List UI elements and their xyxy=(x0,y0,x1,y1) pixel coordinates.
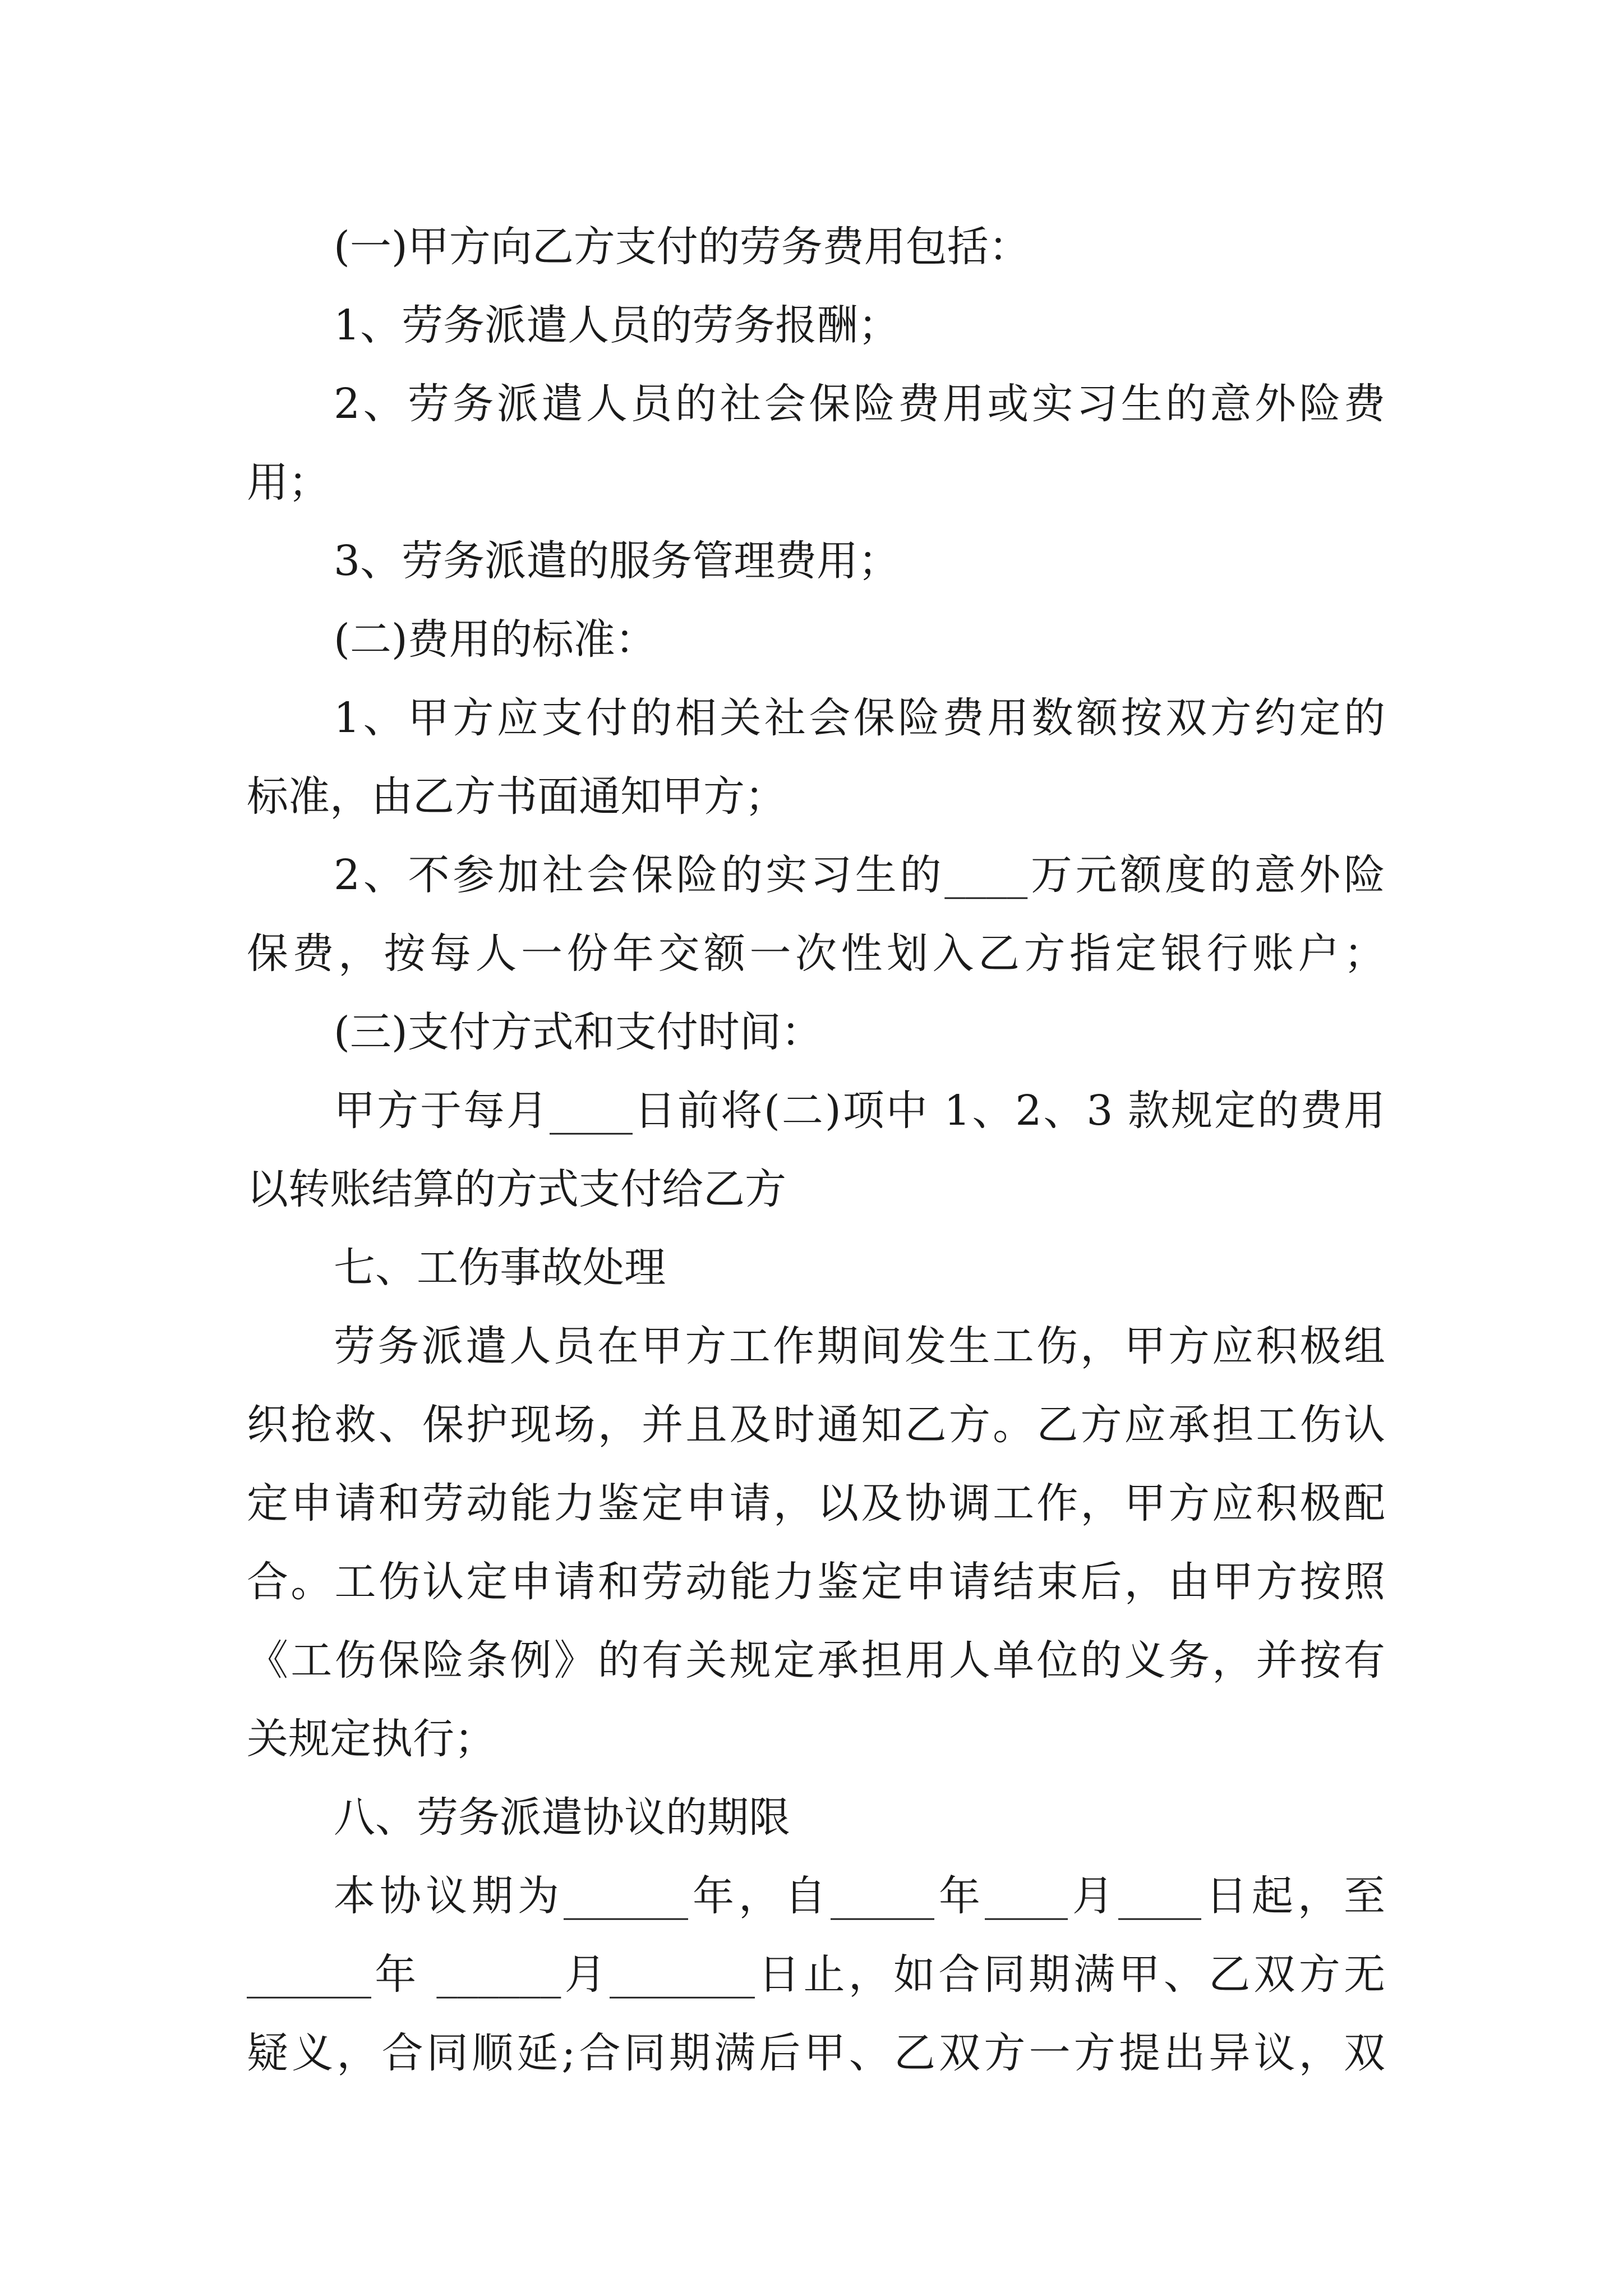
paragraph-line: 疑义，合同顺延;合同期满后甲、乙双方一方提出异议，双 xyxy=(247,2029,1385,2077)
paragraph-line: 以转账结算的方式支付给乙方 xyxy=(247,1165,786,1213)
paragraph-line: 劳务派遣人员在甲方工作期间发生工伤，甲方应积极组 xyxy=(334,1322,1385,1370)
paragraph-line: 定申请和劳动能力鉴定申请，以及协调工作，甲方应积极配 xyxy=(247,1479,1385,1527)
paragraph-line: 保费，按每人一份年交额一次性划入乙方指定银行账户； xyxy=(247,930,1385,978)
section-heading: 八、劳务派遣协议的期限 xyxy=(334,1793,790,1842)
section-heading: 七、工伤事故处理 xyxy=(334,1244,666,1292)
paragraph-line: 2、劳务派遣人员的社会保险费用或实习生的意外险费 xyxy=(334,380,1385,428)
paragraph-line: 用； xyxy=(247,458,330,507)
paragraph-line: (一)甲方向乙方支付的劳务费用包括： xyxy=(334,223,1030,271)
paragraph-line: 1、劳务派遣人员的劳务报酬； xyxy=(334,301,900,349)
paragraph-line: 3、劳务派遣的服务管理费用； xyxy=(334,537,900,585)
paragraph-line: 2、不参加社会保险的实习生的____万元额度的意外险 xyxy=(334,851,1385,899)
paragraph-line: 甲方于每月____日前将(二)项中 1、2、3 款规定的费用 xyxy=(334,1087,1385,1135)
section-heading: (二)费用的标准： xyxy=(334,615,657,664)
paragraph-line: 关规定执行； xyxy=(247,1715,496,1763)
paragraph-line: 《工伤保险条例》的有关规定承担用人单位的义务，并按有 xyxy=(247,1636,1385,1685)
paragraph-line: 织抢救、保护现场，并且及时通知乙方。乙方应承担工伤认 xyxy=(247,1401,1385,1449)
document-body xyxy=(247,208,1385,2092)
paragraph-line: ______年 ______月_______日止，如合同期满甲、乙双方无 xyxy=(247,1950,1385,1999)
paragraph-line: 标准，由乙方书面通知甲方； xyxy=(247,772,786,821)
paragraph-line: 本协议期为______年，自_____年____月____日起，至 xyxy=(334,1872,1385,1920)
paragraph-line: 1、甲方应支付的相关社会保险费用数额按双方约定的 xyxy=(334,694,1385,742)
paragraph-line: 合。工伤认定申请和劳动能力鉴定申请结束后，由甲方按照 xyxy=(247,1558,1385,1606)
section-heading: (三)支付方式和支付时间： xyxy=(334,1008,823,1056)
